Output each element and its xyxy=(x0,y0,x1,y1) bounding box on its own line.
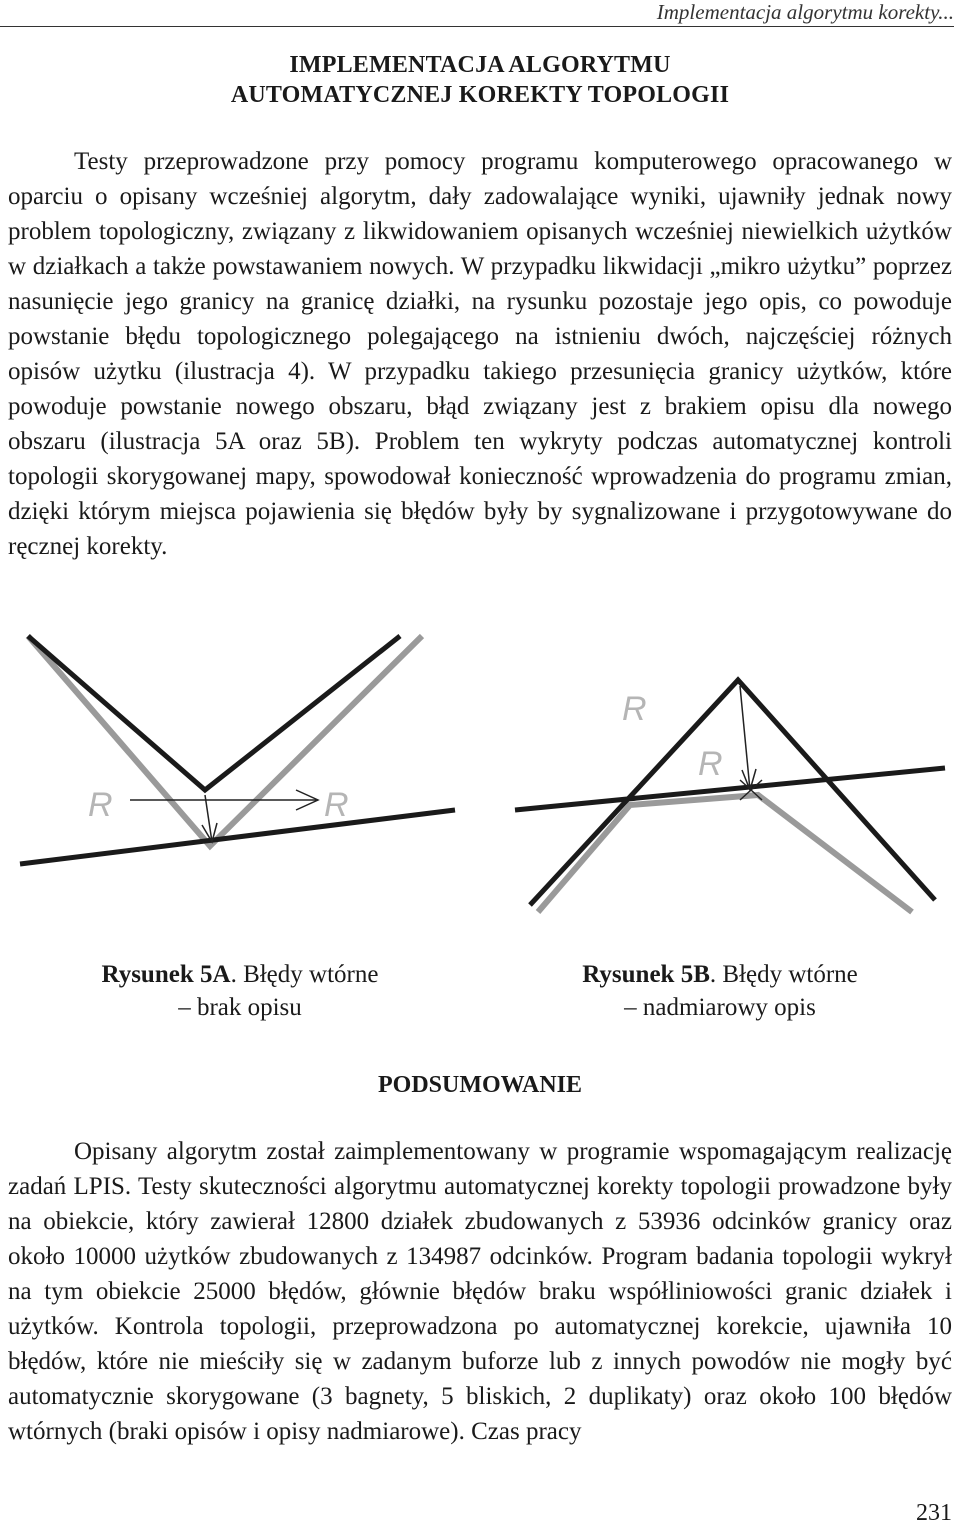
caption-5a xyxy=(60,958,420,1024)
section-title-podsumowanie: PODSUMOWANIE xyxy=(377,1072,582,1098)
figure-5a xyxy=(20,636,455,864)
title-line-1: IMPLEMENTACJA ALGORYTMU xyxy=(289,52,671,78)
down-arrow-line xyxy=(740,686,750,790)
paragraph-text: Testy przeprowadzone przy pomocy programu komputerowego opracowanego w oparciu o opisany wcześniej algorytm, dały zadowalające wyniki, ujawniły jednak nowy problem topologiczny, związany z likwidowaniem opisanych wcześniej niewielkich użytków w działkach a także powstawaniem nowych. W przypadku likwidacji „mikro użytku” poprzez nasunięcie jego granicy na granicę działki, na rysunku pozostaje jego opis, co powoduje powstanie błędu topologicznego polegającego na istnieniu dwóch, najczęściej różnych opisów użytku (ilustracja 4). W przypadku takiego przesunięcia granicy użytków, które powoduje powstanie nowego obszaru, błąd związany jest z brakiem opisu dla nowego obszaru (ilustracja 5A oraz 5B). Problem ten wykryty podczas automatycznej kontroli topologii skorygowanej mapy, spowodował konieczność wprowadzenia do programu zmian, dzięki którym miejsca pojawienia się błędów były by sygnalizowane i przygotowywane do ręcznej korekty. xyxy=(8,148,952,560)
article-title xyxy=(0,50,960,110)
running-title: Implementacja algorytmu korekty... xyxy=(656,0,954,24)
caption-5a-number: Rysunek 5A xyxy=(101,961,231,988)
label-r-right: R xyxy=(324,786,349,824)
landuse-boundary-dark xyxy=(530,680,935,905)
caption-5b-number: Rysunek 5B xyxy=(582,961,710,988)
running-header xyxy=(0,0,954,27)
caption-5a-text: . Błędy wtórne xyxy=(230,961,379,988)
figure-5 xyxy=(0,620,960,920)
title-line-2: AUTOMATYCZNEJ KOREKTY TOPOLOGII xyxy=(230,82,730,108)
caption-5a-line2: – brak opisu xyxy=(178,994,302,1021)
body-paragraph-2 xyxy=(8,1134,952,1449)
caption-5b-line2: – nadmiarowy opis xyxy=(624,994,816,1021)
figure-5b xyxy=(515,680,945,912)
label-r-inner: R xyxy=(698,745,723,783)
label-r-top: R xyxy=(622,690,647,728)
body-paragraph-1 xyxy=(8,144,952,564)
horizontal-boundary xyxy=(515,768,945,810)
label-r-left: R xyxy=(88,786,113,824)
paragraph-text: Opisany algorytm został zaimplementowany w programie wspomagającym realizację zadań LPIS. Testy skuteczności algorytmu automatycznej korekty topologii prowadzone były na obiekcie, który zawierał 12800 działek zbudowanych z 53936 odcinków granicy oraz około 10000 użytków zbudowanych z 134987 odcinków. Program badania topologii wykrył na tym obiekcie 25000 błędów, głównie błędów braku współliniowości granic działek i użytków. Kontrola topologii, przeprowadzona po automatycznej korekcie, ujawniła 10 błędów, które nie mieściły się w zadanym buforze lub z innych powodów nie mogły być automatycznie skorygowane (3 bagnety, 5 bliskich, 2 duplikaty) oraz około 100 błędów wtórnych (braki opisów i opisy nadmiarowe). Czas pracy xyxy=(8,1138,952,1445)
caption-5b xyxy=(540,958,900,1024)
caption-5b-text: . Błędy wtórne xyxy=(709,961,858,988)
page-number: 231 xyxy=(916,1500,952,1526)
